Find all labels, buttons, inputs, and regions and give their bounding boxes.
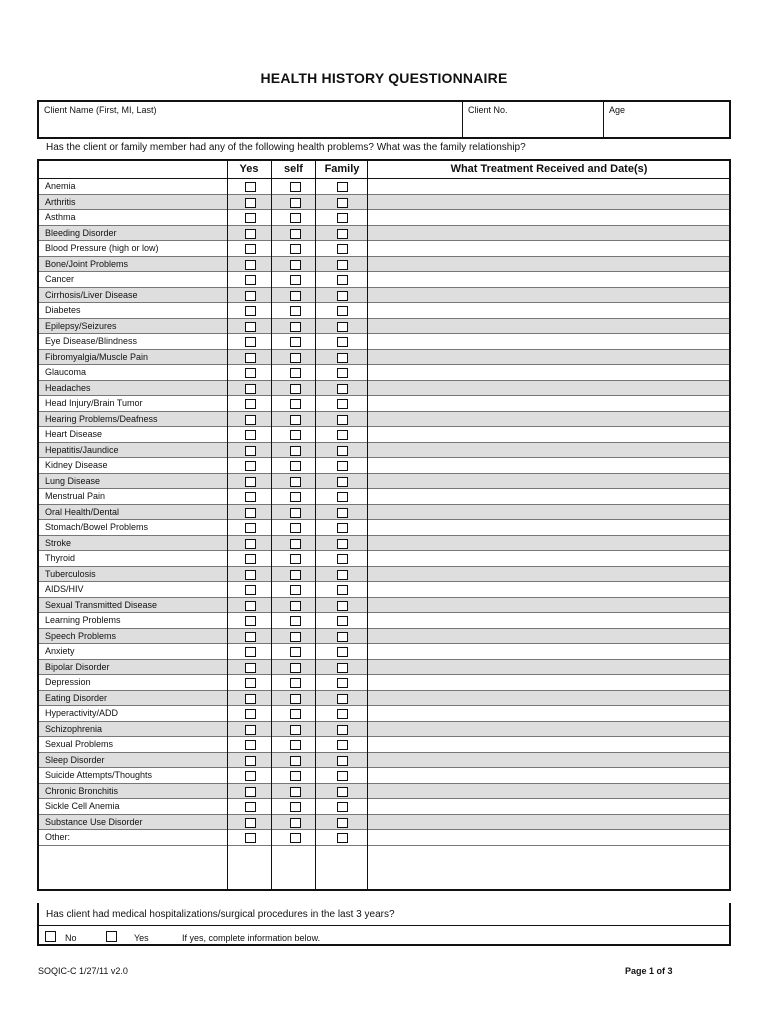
yes-checkbox[interactable] (245, 663, 256, 673)
table-row (39, 365, 729, 381)
condition-label: Asthma (45, 212, 76, 222)
column-divider (367, 161, 368, 889)
table-row (39, 567, 729, 583)
condition-label: Hyperactivity/ADD (45, 708, 119, 718)
yes-checkbox[interactable] (245, 291, 256, 301)
table-row (39, 722, 729, 738)
treatment-field[interactable] (368, 365, 729, 380)
condition-label: Schizophrenia (45, 723, 103, 734)
family-checkbox[interactable] (337, 415, 348, 425)
yes-checkbox[interactable] (245, 616, 256, 626)
column-divider (227, 161, 228, 889)
table-row (39, 582, 729, 598)
yes-checkbox[interactable] (245, 771, 256, 781)
table-row (39, 598, 729, 614)
condition-label: Epilepsy/Seizures (45, 320, 117, 331)
table-row (39, 799, 729, 815)
yes-checkbox[interactable] (245, 213, 256, 223)
family-checkbox[interactable] (337, 787, 348, 797)
yes-checkbox[interactable] (245, 399, 256, 409)
table-row (39, 210, 729, 226)
condition-label: Anemia (45, 181, 76, 191)
treatment-field[interactable] (368, 691, 729, 706)
self-checkbox[interactable] (290, 198, 301, 208)
self-checkbox[interactable] (290, 337, 301, 347)
self-checkbox[interactable] (290, 570, 301, 580)
yes-checkbox[interactable] (106, 931, 117, 942)
condition-label: Glaucoma (45, 367, 87, 377)
treatment-field[interactable] (368, 195, 729, 210)
self-checkbox[interactable] (290, 477, 301, 487)
treatment-field[interactable] (368, 551, 729, 566)
table-row (39, 350, 729, 366)
self-checkbox[interactable] (290, 384, 301, 394)
yes-checkbox[interactable] (245, 229, 256, 239)
family-checkbox[interactable] (337, 756, 348, 766)
table-row (39, 319, 729, 335)
yes-checkbox[interactable] (245, 260, 256, 270)
condition-label: Sexual Transmitted Disease (45, 599, 158, 610)
self-checkbox[interactable] (290, 461, 301, 471)
self-checkbox[interactable] (290, 818, 301, 828)
condition-label: Learning Problems (45, 615, 121, 625)
treatment-field[interactable] (368, 784, 729, 799)
form-title: HEALTH HISTORY QUESTIONNAIRE (260, 70, 508, 86)
yes-checkbox[interactable] (245, 384, 256, 394)
treatment-field[interactable] (368, 815, 729, 830)
yes-checkbox[interactable] (245, 554, 256, 564)
condition-label: Bone/Joint Problems (45, 258, 129, 269)
treatment-field[interactable] (368, 474, 729, 489)
family-checkbox[interactable] (337, 647, 348, 657)
yes-checkbox[interactable] (245, 787, 256, 797)
treatment-field[interactable] (368, 396, 729, 411)
condition-label: Eye Disease/Blindness (45, 336, 138, 346)
family-checkbox[interactable] (337, 632, 348, 642)
treatment-field[interactable] (368, 241, 729, 256)
family-checkbox[interactable] (337, 477, 348, 487)
condition-label: Substance Use Disorder (45, 816, 143, 827)
treatment-field[interactable] (368, 458, 729, 473)
table-row (39, 505, 729, 521)
table-row (39, 396, 729, 412)
self-checkbox[interactable] (290, 508, 301, 518)
self-checkbox[interactable] (290, 213, 301, 223)
self-checkbox[interactable] (290, 275, 301, 285)
condition-label: Stroke (45, 537, 72, 548)
table-row (39, 784, 729, 800)
self-checkbox[interactable] (290, 694, 301, 704)
health-problems-question: Has the client or family member had any of the following health problems? What was the family relationship? (46, 142, 526, 153)
treatment-field[interactable] (368, 443, 729, 458)
table-row (39, 691, 729, 707)
self-checkbox[interactable] (290, 430, 301, 440)
family-checkbox[interactable] (337, 740, 348, 750)
table-row (39, 675, 729, 691)
self-checkbox[interactable] (290, 678, 301, 688)
family-checkbox[interactable] (337, 430, 348, 440)
yes-checkbox[interactable] (245, 740, 256, 750)
self-checkbox[interactable] (290, 291, 301, 301)
condition-label: Anxiety (45, 646, 75, 656)
family-checkbox[interactable] (337, 446, 348, 456)
self-checkbox[interactable] (290, 492, 301, 502)
self-checkbox[interactable] (290, 585, 301, 595)
family-checkbox[interactable] (337, 585, 348, 595)
self-checkbox[interactable] (290, 554, 301, 564)
table-row (39, 706, 729, 722)
family-checkbox[interactable] (337, 663, 348, 673)
table-row (39, 768, 729, 784)
table-row (39, 613, 729, 629)
yes-checkbox[interactable] (245, 477, 256, 487)
condition-label: Bipolar Disorder (45, 661, 110, 672)
self-checkbox[interactable] (290, 306, 301, 316)
yes-checkbox[interactable] (245, 570, 256, 580)
self-checkbox[interactable] (290, 802, 301, 812)
treatment-field[interactable] (368, 257, 729, 272)
table-row (39, 443, 729, 459)
condition-label: Lung Disease (45, 475, 101, 486)
table-row (39, 458, 729, 474)
column-divider (315, 161, 316, 889)
table-row (39, 474, 729, 490)
yes-checkbox[interactable] (245, 508, 256, 518)
table-row (39, 753, 729, 769)
yes-checkbox[interactable] (245, 601, 256, 611)
yes-checkbox[interactable] (245, 818, 256, 828)
hospitalization-question: Has client had medical hospitalizations/surgical procedures in the last 3 years? (46, 909, 395, 920)
treatment-field[interactable] (368, 319, 729, 334)
treatment-field[interactable] (368, 381, 729, 396)
self-checkbox[interactable] (290, 539, 301, 549)
header-yes: Yes (239, 163, 259, 175)
age-label: Age (609, 105, 626, 115)
treatment-field[interactable] (368, 536, 729, 551)
condition-label: Cancer (45, 274, 75, 284)
treatment-field[interactable] (368, 412, 729, 427)
treatment-field[interactable] (368, 644, 729, 659)
family-checkbox[interactable] (337, 399, 348, 409)
condition-label: Kidney Disease (45, 460, 108, 470)
header-treatment: What Treatment Received and Date(s) (450, 163, 648, 175)
table-row (39, 815, 729, 831)
hospitalization-section (37, 903, 731, 946)
treatment-field[interactable] (368, 505, 729, 520)
treatment-field[interactable] (368, 489, 729, 504)
family-checkbox[interactable] (337, 213, 348, 223)
self-checkbox[interactable] (290, 787, 301, 797)
column-divider (271, 161, 272, 889)
table-header (39, 161, 729, 179)
family-checkbox[interactable] (337, 694, 348, 704)
self-checkbox[interactable] (290, 322, 301, 332)
treatment-field[interactable] (368, 210, 729, 225)
client-name-label: Client Name (First, MI, Last) (44, 105, 157, 115)
self-checkbox[interactable] (290, 647, 301, 657)
condition-label: Tuberculosis (45, 568, 96, 579)
yes-checkbox[interactable] (245, 678, 256, 688)
family-checkbox[interactable] (337, 182, 348, 192)
condition-label: Chronic Bronchitis (45, 785, 119, 796)
self-checkbox[interactable] (290, 616, 301, 626)
yes-checkbox[interactable] (245, 461, 256, 471)
yes-label: Yes (134, 933, 149, 943)
condition-label: Menstrual Pain (45, 491, 106, 501)
family-checkbox[interactable] (337, 260, 348, 270)
treatment-field[interactable] (368, 427, 729, 442)
family-checkbox[interactable] (337, 353, 348, 363)
treatment-field[interactable] (368, 226, 729, 241)
family-checkbox[interactable] (337, 570, 348, 580)
condition-label: Heart Disease (45, 429, 103, 439)
treatment-field[interactable] (368, 334, 729, 349)
header-family: Family (324, 163, 360, 175)
condition-label: AIDS/HIV (45, 584, 84, 594)
self-checkbox[interactable] (290, 523, 301, 533)
table-row (39, 288, 729, 304)
treatment-field[interactable] (368, 520, 729, 535)
table-row (39, 257, 729, 273)
table-row (39, 536, 729, 552)
condition-label: Headaches (45, 382, 91, 393)
table-row (39, 644, 729, 660)
yes-checkbox[interactable] (245, 337, 256, 347)
family-checkbox[interactable] (337, 461, 348, 471)
treatment-field[interactable] (368, 706, 729, 721)
hospitalization-note: If yes, complete information below. (182, 933, 321, 943)
family-checkbox[interactable] (337, 337, 348, 347)
yes-checkbox[interactable] (245, 415, 256, 425)
form-id: SOQIC-C 1/27/11 v2.0 (38, 966, 128, 976)
treatment-field[interactable] (368, 179, 729, 194)
family-checkbox[interactable] (337, 771, 348, 781)
table-row (39, 660, 729, 676)
self-checkbox[interactable] (290, 399, 301, 409)
no-checkbox[interactable] (45, 931, 56, 942)
treatment-field[interactable] (368, 768, 729, 783)
yes-checkbox[interactable] (245, 632, 256, 642)
self-checkbox[interactable] (290, 663, 301, 673)
client-name-field[interactable] (39, 102, 463, 137)
table-row (39, 551, 729, 567)
table-row (39, 195, 729, 211)
condition-label: Blood Pressure (high or low) (45, 243, 159, 253)
condition-label: Cirrhosis/Liver Disease (45, 289, 138, 300)
condition-label: Fibromyalgia/Muscle Pain (45, 351, 149, 362)
self-checkbox[interactable] (290, 353, 301, 363)
yes-checkbox[interactable] (245, 523, 256, 533)
condition-label: Diabetes (45, 305, 81, 315)
condition-label: Bleeding Disorder (45, 227, 117, 238)
treatment-field[interactable] (368, 613, 729, 628)
treatment-field[interactable] (368, 660, 729, 675)
yes-checkbox[interactable] (245, 430, 256, 440)
condition-label: Stomach/Bowel Problems (45, 522, 149, 532)
self-checkbox[interactable] (290, 740, 301, 750)
family-checkbox[interactable] (337, 725, 348, 735)
table-row (39, 830, 729, 846)
yes-checkbox[interactable] (245, 322, 256, 332)
family-checkbox[interactable] (337, 539, 348, 549)
header-self: self (284, 163, 303, 175)
self-checkbox[interactable] (290, 833, 301, 843)
family-checkbox[interactable] (337, 275, 348, 285)
yes-checkbox[interactable] (245, 182, 256, 192)
condition-label: Sickle Cell Anemia (45, 801, 120, 811)
self-checkbox[interactable] (290, 632, 301, 642)
table-row (39, 226, 729, 242)
yes-checkbox[interactable] (245, 709, 256, 719)
condition-label: Speech Problems (45, 630, 117, 641)
self-checkbox[interactable] (290, 756, 301, 766)
table-row (39, 629, 729, 645)
treatment-field[interactable] (368, 799, 729, 814)
table-row (39, 489, 729, 505)
family-checkbox[interactable] (337, 322, 348, 332)
table-row (39, 241, 729, 257)
condition-label: Suicide Attempts/Thoughts (45, 770, 153, 780)
condition-label: Thyroid (45, 553, 76, 563)
treatment-field[interactable] (368, 272, 729, 287)
treatment-field[interactable] (368, 598, 729, 613)
yes-checkbox[interactable] (245, 198, 256, 208)
family-checkbox[interactable] (337, 554, 348, 564)
treatment-field[interactable] (368, 753, 729, 768)
self-checkbox[interactable] (290, 182, 301, 192)
condition-label: Depression (45, 677, 91, 687)
treatment-field[interactable] (368, 288, 729, 303)
treatment-field[interactable] (368, 350, 729, 365)
yes-checkbox[interactable] (245, 833, 256, 843)
self-checkbox[interactable] (290, 771, 301, 781)
yes-checkbox[interactable] (245, 585, 256, 595)
self-checkbox[interactable] (290, 415, 301, 425)
self-checkbox[interactable] (290, 446, 301, 456)
self-checkbox[interactable] (290, 709, 301, 719)
yes-checkbox[interactable] (245, 244, 256, 254)
family-checkbox[interactable] (337, 306, 348, 316)
treatment-field[interactable] (368, 675, 729, 690)
condition-label: Hepatitis/Jaundice (45, 444, 119, 455)
client-number-field[interactable] (463, 102, 604, 137)
condition-label: Oral Health/Dental (45, 506, 120, 517)
family-checkbox[interactable] (337, 818, 348, 828)
yes-checkbox[interactable] (245, 802, 256, 812)
health-problems-table (37, 159, 731, 891)
treatment-field[interactable] (368, 582, 729, 597)
family-checkbox[interactable] (337, 616, 348, 626)
table-row (39, 412, 729, 428)
family-checkbox[interactable] (337, 244, 348, 254)
family-checkbox[interactable] (337, 678, 348, 688)
family-checkbox[interactable] (337, 833, 348, 843)
client-number-label: Client No. (468, 105, 508, 115)
no-label: No (65, 933, 77, 943)
yes-checkbox[interactable] (245, 539, 256, 549)
self-checkbox[interactable] (290, 260, 301, 270)
condition-label: Head Injury/Brain Tumor (45, 398, 143, 408)
condition-label: Eating Disorder (45, 692, 108, 703)
condition-label: Sleep Disorder (45, 754, 105, 765)
family-checkbox[interactable] (337, 802, 348, 812)
page-number: Page 1 of 3 (625, 966, 673, 976)
family-checkbox[interactable] (337, 291, 348, 301)
treatment-field[interactable] (368, 303, 729, 318)
family-checkbox[interactable] (337, 492, 348, 502)
table-row (39, 427, 729, 443)
divider (39, 925, 729, 926)
family-checkbox[interactable] (337, 198, 348, 208)
condition-label: Other: (45, 832, 71, 842)
yes-checkbox[interactable] (245, 446, 256, 456)
condition-label: Hearing Problems/Deafness (45, 413, 158, 424)
condition-label: Sexual Problems (45, 739, 114, 749)
family-checkbox[interactable] (337, 601, 348, 611)
table-row (39, 272, 729, 288)
treatment-field[interactable] (368, 567, 729, 582)
treatment-field[interactable] (368, 629, 729, 644)
treatment-field[interactable] (368, 722, 729, 737)
yes-checkbox[interactable] (245, 725, 256, 735)
table-row (39, 381, 729, 397)
table-row (39, 303, 729, 319)
self-checkbox[interactable] (290, 725, 301, 735)
condition-label: Arthritis (45, 196, 76, 207)
self-checkbox[interactable] (290, 601, 301, 611)
self-checkbox[interactable] (290, 244, 301, 254)
treatment-field[interactable] (368, 737, 729, 752)
yes-checkbox[interactable] (245, 694, 256, 704)
yes-checkbox[interactable] (245, 306, 256, 316)
table-row (39, 737, 729, 753)
self-checkbox[interactable] (290, 368, 301, 378)
family-checkbox[interactable] (337, 508, 348, 518)
family-checkbox[interactable] (337, 709, 348, 719)
yes-checkbox[interactable] (245, 353, 256, 363)
table-row (39, 520, 729, 536)
table-row (39, 334, 729, 350)
family-checkbox[interactable] (337, 523, 348, 533)
yes-checkbox[interactable] (245, 492, 256, 502)
family-checkbox[interactable] (337, 368, 348, 378)
yes-checkbox[interactable] (245, 368, 256, 378)
age-field[interactable] (604, 102, 729, 137)
client-info-box (37, 100, 731, 139)
yes-checkbox[interactable] (245, 647, 256, 657)
family-checkbox[interactable] (337, 229, 348, 239)
self-checkbox[interactable] (290, 229, 301, 239)
table-row (39, 179, 729, 195)
treatment-field[interactable] (368, 830, 729, 845)
yes-checkbox[interactable] (245, 756, 256, 766)
yes-checkbox[interactable] (245, 275, 256, 285)
family-checkbox[interactable] (337, 384, 348, 394)
